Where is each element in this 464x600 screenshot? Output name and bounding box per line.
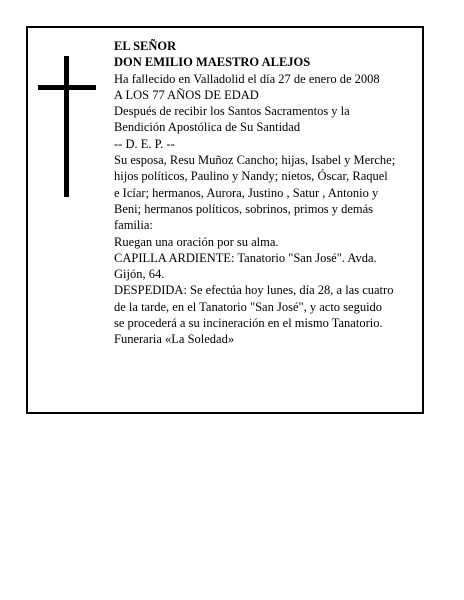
- sacraments-line-2: Bendición Apostólica de Su Santidad: [114, 120, 301, 135]
- sacraments-line-1: Después de recibir los Santos Sacramentos y la: [114, 104, 350, 119]
- family-line-3: e Icíar; hermanos, Aurora, Justino , Satur , Antonio y: [114, 185, 379, 200]
- cross-icon-vertical-bar: [64, 56, 69, 197]
- farewell-line-3: se procederá a su incineración en el mismo Tanatorio.: [114, 316, 383, 331]
- age-line: A LOS 77 AÑOS DE EDAD: [114, 87, 259, 102]
- death-info: Ha fallecido en Valladolid el día 27 de enero de 2008: [114, 71, 380, 86]
- farewell-line-1: DESPEDIDA: Se efectúa hoy lunes, día 28, a las cuatro: [114, 283, 394, 298]
- family-line-5: familia:: [114, 218, 153, 233]
- chapel-line-2: Gijón, 64.: [114, 267, 165, 282]
- family-line-4: Beni; hermanos políticos, sobrinos, primos y demás: [114, 201, 374, 216]
- prayer-line: Ruegan una oración por su alma.: [114, 234, 279, 249]
- title-line: EL SEÑOR: [114, 39, 177, 53]
- chapel-line-1: CAPILLA ARDIENTE: Tanatorio "San José". Avda.: [114, 250, 377, 265]
- funeral-home-line: Funeraria «La Soledad»: [114, 332, 235, 347]
- rip-line: -- D. E. P. --: [114, 136, 175, 151]
- cross-icon-horizontal-bar: [38, 85, 96, 90]
- deceased-name: DON EMILIO MAESTRO ALEJOS: [114, 55, 311, 70]
- family-line-2: hijos políticos, Paulino y Nandy; nietos, Óscar, Raquel: [114, 169, 388, 184]
- obituary-text: [114, 38, 418, 348]
- family-line-1: Su esposa, Resu Muñoz Cancho; hijas, Isabel y Merche;: [114, 153, 396, 168]
- farewell-line-2: de la tarde, en el Tanatorio "San José", y acto seguido: [114, 299, 383, 314]
